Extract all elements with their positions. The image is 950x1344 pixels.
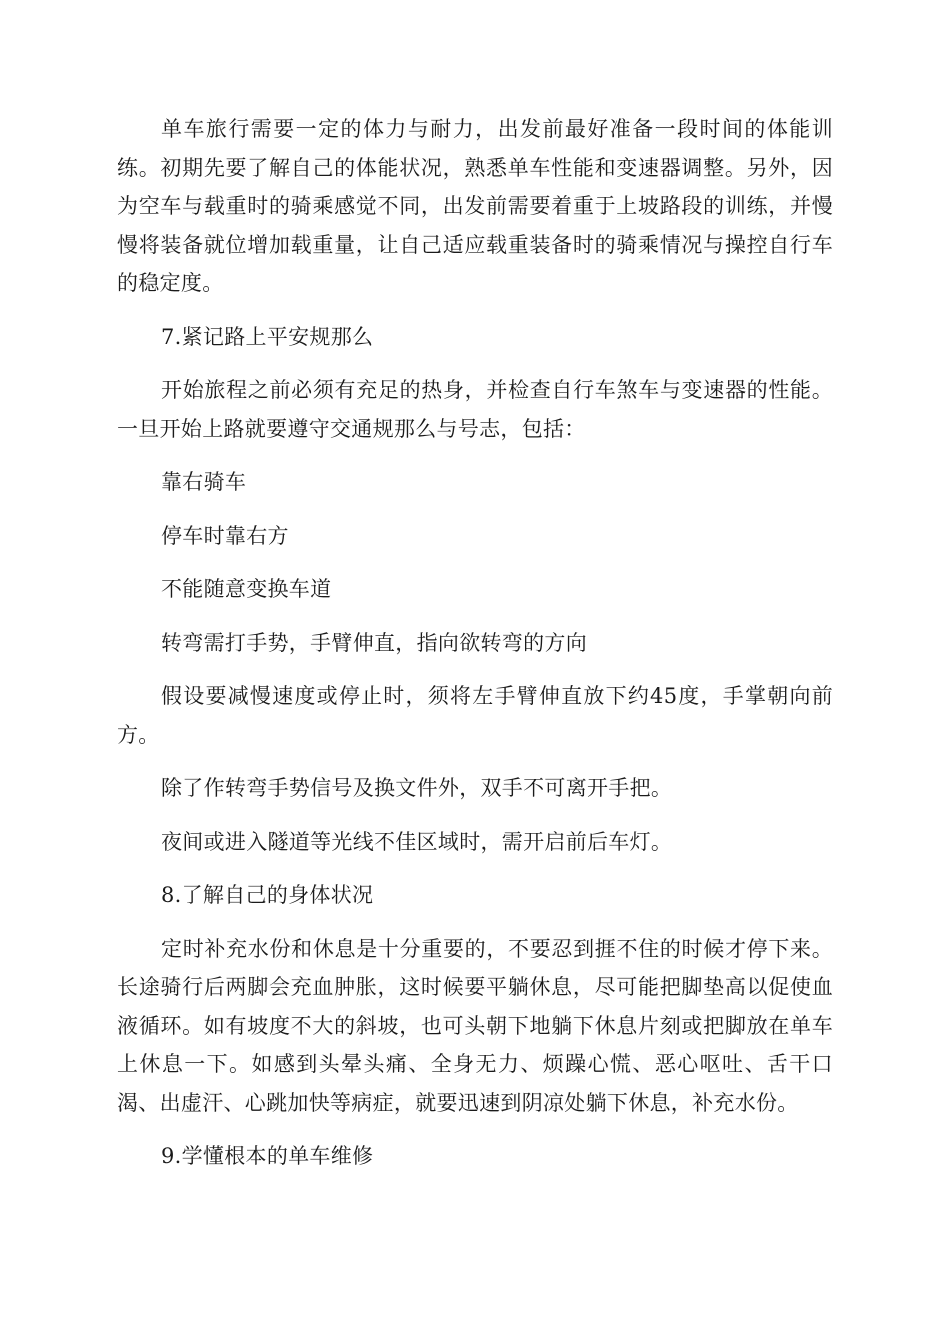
- heading-bike-repair: 9.学懂根本的单车维修: [161, 1144, 374, 1168]
- paragraph-warmup: 开始旅程之前必须有充足的热身，并检查自行车煞车与变速器的性能。一旦开始上路就要遵守交通规那么与号志，包括：: [117, 378, 833, 441]
- rule-lights-at-night: 夜间或进入隧道等光线不佳区域时，需开启前后车灯。: [161, 829, 673, 854]
- heading-body-condition: 8.了解自己的身体状况: [161, 883, 374, 907]
- rule-stop-right: 停车时靠右方: [161, 523, 289, 548]
- document-body: [117, 110, 833, 1191]
- heading-safety-rules: 7.紧记路上平安规那么: [161, 324, 374, 349]
- rule-keep-right: 靠右骑车: [161, 470, 247, 494]
- rule-no-lane-change: 不能随意变换车道: [161, 577, 332, 601]
- paragraph-rest-hydration: 定时补充水份和休息是十分重要的，不要忍到捱不住的时候才停下来。长途骑行后两脚会充血肿胀，这时候要平躺休息，尽可能把脚垫高以促使血液循环。如有坡度不大的斜坡，也可头朝下地躺下休息片刻或把脚放在单车上休息一下。如感到头晕头痛、全身无力、烦躁心慌、恶心呕吐、舌干口渴、出虚汗、心跳加快等病症，就要迅速到阴凉处躺下休息，补充水份。: [117, 936, 833, 1115]
- rule-turn-signal: 转弯需打手势，手臂伸直，指向欲转弯的方向: [161, 630, 587, 655]
- rule-hands-on-bars: 除了作转弯手势信号及换文件外，双手不可离开手把。: [161, 776, 673, 800]
- rule-slow-down-signal: 假设要减慢速度或停止时，须将左手臂伸直放下约45度，手掌朝向前方。: [117, 684, 833, 747]
- paragraph-training: 单车旅行需要一定的体力与耐力，出发前最好准备一段时间的体能训练。初期先要了解自己的体能状况，熟悉单车性能和变速器调整。另外，因为空车与载重时的骑乘感觉不同，出发前需要着重于上坡路段的训练，并慢慢将装备就位增加载重量，让自己适应载重装备时的骑乘情况与操控自行车的稳定度。: [117, 117, 833, 295]
